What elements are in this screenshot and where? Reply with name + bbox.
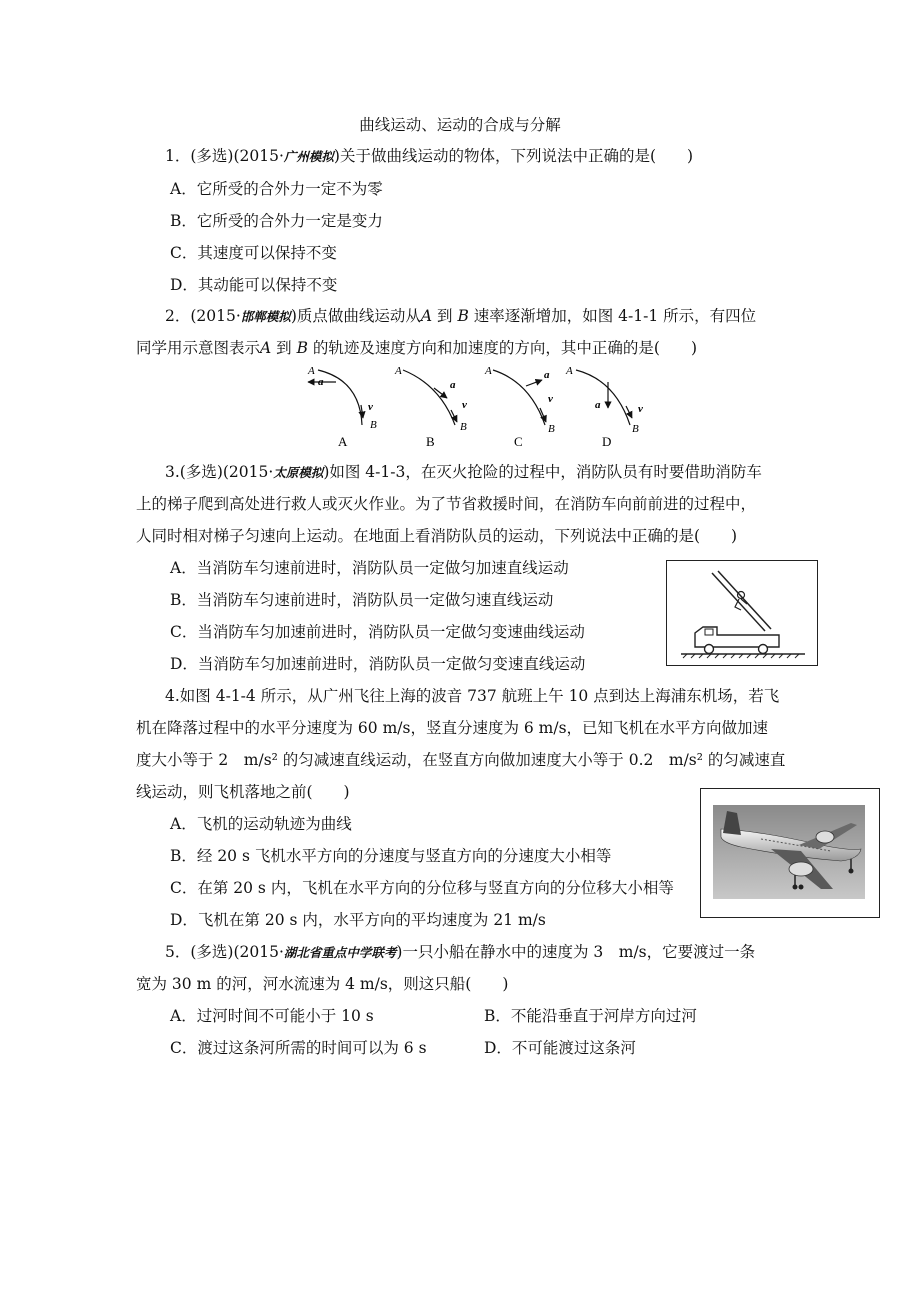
q5-option-c: C．渡过这条河所需的时间可以为 6 s — [170, 1039, 427, 1057]
airplane-photo-frame — [700, 788, 880, 918]
point-b-label: B — [548, 423, 555, 435]
figure-label-c: C — [514, 434, 523, 449]
q5-stem-line1: 5．(多选)(2015·湖北省重点中学联考)一只小船在静水中的速度为 3 m/s，它要渡过一条 — [165, 943, 756, 961]
figure-label-a: A — [338, 434, 348, 449]
q4-stem-line2: 机在降落过程中的水平分速度为 60 m/s，竖直分速度为 6 m/s，已知飞机在水平方向做加速 — [136, 719, 769, 737]
q1-option-b: B．它所受的合外力一定是变力 — [170, 212, 383, 230]
q3-stem-line2: 上的梯子爬到高处进行救人或灭火作业。为了节省救援时间，在消防车向前前进的过程中， — [136, 495, 757, 513]
document-title: 曲线运动、运动的合成与分解 — [359, 116, 561, 134]
fire-truck-illustration — [667, 561, 817, 665]
q3-option-b: B．当消防车匀速前进时，消防队员一定做匀速直线运动 — [170, 591, 554, 609]
q3-stem-line3: 人同时相对梯子匀速向上运动。在地面上看消防队员的运动，下列说法中正确的是( ) — [136, 527, 738, 545]
trajectory-curve — [576, 370, 630, 425]
figure-label-d: D — [602, 434, 612, 449]
trajectory-curve — [318, 370, 362, 425]
fire-truck-figure — [666, 560, 818, 666]
q3-source-tag: 太原模拟 — [273, 465, 324, 480]
q1-source-tag: 广州模拟 — [283, 149, 334, 164]
vel-label: v — [462, 399, 467, 411]
q3-stem-line1: 3.(多选)(2015·太原模拟)如图 4-1-3，在灭火抢险的过程中，消防队员有时要借助消防车 — [165, 463, 762, 481]
vel-label: v — [638, 403, 643, 415]
q2-trajectory-figures — [290, 360, 670, 455]
q4-option-d: D．飞机在第 20 s 内，水平方向的平均速度为 21 m/s — [170, 911, 546, 929]
q1-stem: 1．(多选)(2015·广州模拟)关于做曲线运动的物体，下列说法中正确的是( ) — [165, 147, 694, 165]
point-a-label: A — [485, 365, 492, 377]
point-b-label: B — [632, 423, 639, 435]
q5-option-d: D．不可能渡过这条河 — [484, 1039, 636, 1057]
point-b-label: B — [460, 421, 467, 433]
q1-option-c: C．其速度可以保持不变 — [170, 244, 337, 262]
acc-label: a — [318, 376, 324, 388]
q1-option-a: A．它所受的合外力一定不为零 — [170, 180, 383, 198]
q2-stem-line2: 同学用示意图表示A 到 B 的轨迹及速度方向和加速度的方向，其中正确的是( ) — [136, 339, 697, 357]
trajectory-curve — [493, 370, 545, 425]
acceleration-arrow — [526, 380, 542, 386]
q5-option-a: A．过河时间不可能小于 10 s — [170, 1007, 374, 1025]
q4-option-b: B．经 20 s 飞机水平方向的分速度与竖直方向的分速度大小相等 — [170, 847, 612, 865]
q5-option-b: B．不能沿垂直于河岸方向过河 — [484, 1007, 697, 1025]
point-b-label: B — [370, 419, 377, 431]
figure-b — [394, 365, 467, 449]
velocity-arrow — [451, 410, 457, 422]
figure-c — [484, 365, 555, 449]
q1-option-d: D．其动能可以保持不变 — [170, 276, 338, 294]
airplane-engine — [789, 862, 813, 876]
q3-option-d: D．当消防车匀加速前进时，消防队员一定做匀变速直线运动 — [170, 655, 586, 673]
airplane-photo — [701, 789, 879, 917]
acc-label: a — [595, 399, 601, 411]
q5-source-tag: 湖北省重点中学联考 — [283, 945, 397, 960]
fireman-figure — [738, 592, 745, 599]
point-a-label: A — [566, 365, 573, 377]
point-a-label: A — [395, 365, 402, 377]
q2-stem-line1: 2．(2015·邯郸模拟)质点做曲线运动从A 到 B 速率逐渐增加，如图 4-1-1 所示，有四位 — [165, 307, 757, 325]
q3-option-c: C．当消防车匀加速前进时，消防队员一定做匀变速曲线运动 — [170, 623, 585, 641]
q4-stem-line3: 度大小等于 2 m/s² 的匀减速直线运动，在竖直方向做加速度大小等于 0.2 m/s² 的匀减速直 — [136, 751, 786, 769]
figure-label-b: B — [426, 434, 435, 449]
figure-a — [307, 365, 377, 449]
vel-label: v — [548, 393, 553, 405]
acc-label: a — [450, 379, 456, 391]
q4-option-c: C．在第 20 s 内，飞机在水平方向的分位移与竖直方向的分位移大小相等 — [170, 879, 674, 897]
q3-option-a: A．当消防车匀速前进时，消防队员一定做匀加速直线运动 — [170, 559, 569, 577]
point-a-label: A — [308, 365, 315, 377]
acc-label: a — [544, 369, 550, 381]
figure-d — [565, 365, 643, 449]
q4-option-a: A．飞机的运动轨迹为曲线 — [170, 815, 352, 833]
q2-source-tag: 邯郸模拟 — [240, 309, 291, 324]
q5-stem-line2: 宽为 30 m 的河，河水流速为 4 m/s，则这只船( ) — [136, 975, 509, 993]
q4-stem-line4: 线运动，则飞机落地之前( ) — [136, 783, 350, 801]
q4-stem-line1: 4.如图 4-1-4 所示，从广州飞往上海的波音 737 航班上午 10 点到达上海浦东机场，若飞 — [165, 687, 780, 705]
vel-label: v — [368, 401, 373, 413]
